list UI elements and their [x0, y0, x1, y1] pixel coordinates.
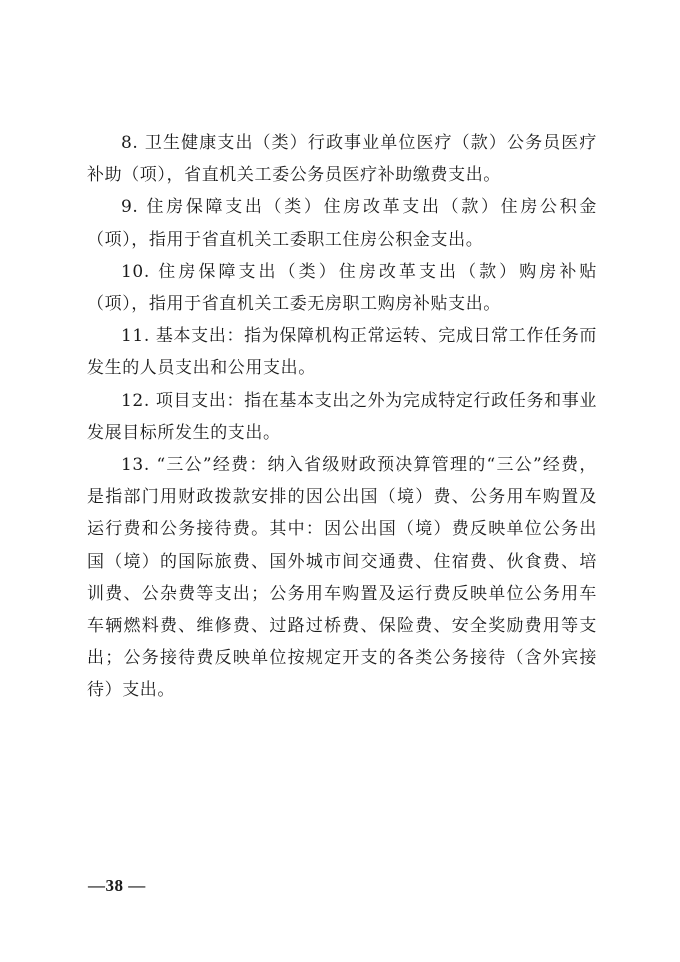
paragraph-item-13: 13. “三公”经费：纳入省级财政预决算管理的“三公”经费，是指部门用财政拨款安排的因公出国（境）费、公务用车购置及运行费和公务接待费。其中：因公出国（境）费反映单位公务出国（境）的国际旅费、国外城市间交通费、住宿费、伙食费、培训费、公杂费等支出；公务用车购置及运行费反映单位公务用车车辆燃料费、维修费、过路过桥费、保险费、安全奖励费用等支出；公务接待费反映单位按规定开支的各类公务接待（含外宾接待）支出。 [87, 455, 597, 701]
document-body [87, 127, 597, 707]
paragraph-item-12: 12. 项目支出：指在基本支出之外为完成特定行政任务和事业发展目标所发生的支出。 [87, 390, 597, 443]
page-number: —38 — [88, 876, 146, 895]
paragraph-item-8: 8. 卫生健康支出（类）行政事业单位医疗（款）公务员医疗补助（项），省直机关工委公务员医疗补助缴费支出。 [87, 133, 597, 186]
paragraph-item-9: 9. 住房保障支出（类）住房改革支出（款）住房公积金（项），指用于省直机关工委职工住房公积金支出。 [87, 197, 597, 250]
paragraph-item-10: 10. 住房保障支出（类）住房改革支出（款）购房补贴（项），指用于省直机关工委无房职工购房补贴支出。 [87, 261, 597, 315]
paragraph-item-11: 11. 基本支出：指为保障机构正常运转、完成日常工作任务而发生的人员支出和公用支出。 [87, 326, 597, 379]
